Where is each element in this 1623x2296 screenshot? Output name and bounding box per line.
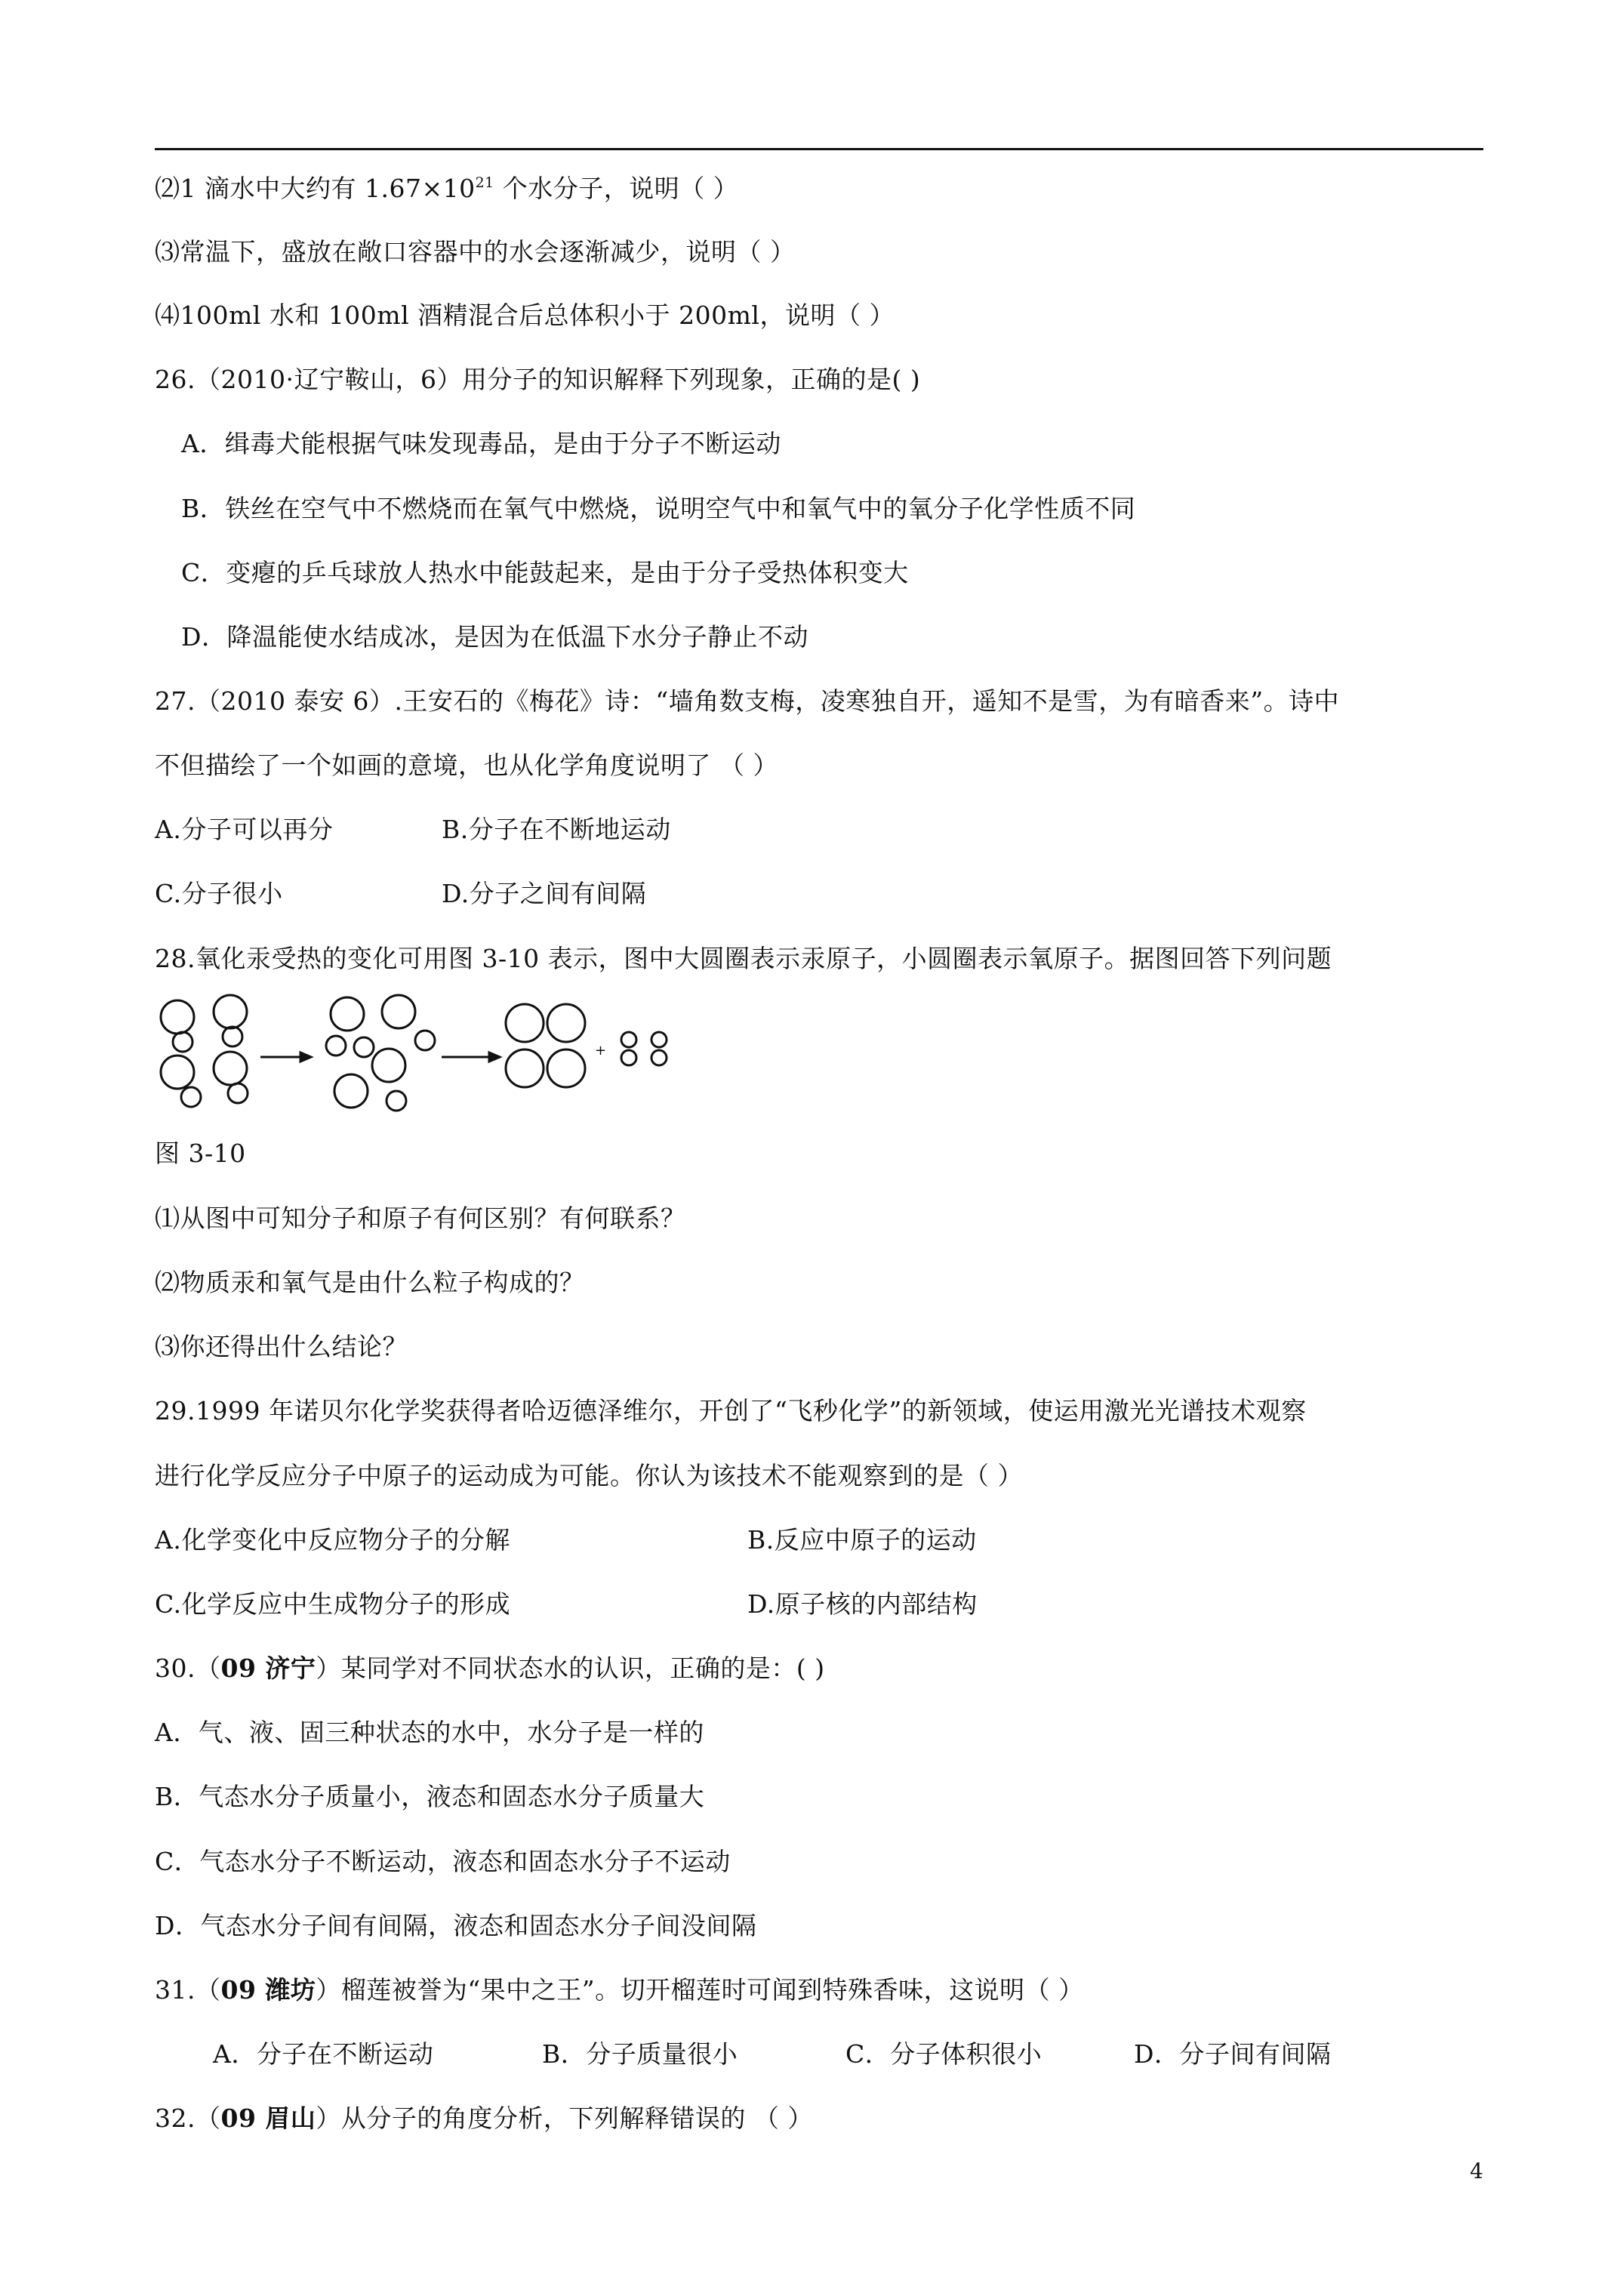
- q29-option-a: A.化学变化中反应物分子的分解: [155, 1525, 510, 1555]
- hg-atom: [547, 1004, 585, 1042]
- q29-stem-line1: 29.1999 年诺贝尔化学奖获得者哈迈德泽维尔，开创了“飞秒化学”的新领域，使运用激光光谱技术观察: [155, 1396, 1307, 1425]
- q30-option-b: B．气态水分子质量小，液态和固态水分子质量大: [155, 1782, 705, 1811]
- hg-atom: [331, 997, 364, 1031]
- q25-sub2: ⑵1 滴水中大约有 $1.67\times 10^{21}$ 个水分子，说明（ ）: [155, 174, 739, 203]
- o-atom: [415, 1031, 435, 1050]
- header-rule: [155, 148, 1483, 150]
- q32-source: 09 眉山: [220, 2103, 316, 2133]
- q31-option-c: C．分子体积很小: [845, 2039, 1042, 2069]
- hgo-molecule-3: [161, 1056, 201, 1107]
- hg-atom: [506, 1049, 544, 1087]
- q31-option-d: D．分子间有间隔: [1134, 2039, 1332, 2069]
- q29-option-b: B.反应中原子的运动: [747, 1525, 977, 1555]
- q27-option-d: D.分子之间有间隔: [442, 879, 647, 908]
- q30-source: 09 济宁: [220, 1653, 316, 1683]
- o2-molecule: [651, 1032, 667, 1065]
- hg-atom: [372, 1049, 405, 1082]
- hg-atom: [506, 1004, 544, 1042]
- q26-option-d: D．降温能使水结成冰，是因为在低温下水分子静止不动: [181, 622, 808, 652]
- figure-plus-sign: +: [595, 1043, 607, 1059]
- q26-option-b: B．铁丝在空气中不燃烧而在氧气中燃烧，说明空气中和氧气中的氧分子化学性质不同: [181, 494, 1136, 523]
- q25-sub4: ⑷100ml 水和 100ml 酒精混合后总体积小于 200ml，说明（ ）: [155, 300, 895, 330]
- o-atom: [326, 1036, 346, 1056]
- q28-figure-caption: 图 3-10: [155, 1139, 246, 1168]
- q30-option-d: D．气态水分子间有间隔，液态和固态水分子间没间隔: [155, 1911, 757, 1940]
- hgo-molecule-4: [214, 1052, 248, 1103]
- q28-sub2: ⑵物质汞和氧气是由什么粒子构成的？: [155, 1268, 585, 1297]
- q27-stem-line1: 27.（2010 泰安 6）.王安石的《梅花》诗：“墙角数支梅，凌寒独自开，遥知不是雪，为有暗香来”。诗中: [155, 686, 1340, 716]
- q29-option-c: C.化学反应中生成物分子的形成: [155, 1589, 511, 1619]
- q27-stem-line2: 不但描绘了一个如画的意境，也从化学角度说明了 （ ）: [155, 750, 778, 780]
- hgo-molecule-1: [161, 1000, 194, 1052]
- q26-stem: 26.（2010·辽宁鞍山，6）用分子的知识解释下列现象，正确的是( ): [155, 365, 921, 394]
- o-atom: [354, 1037, 374, 1057]
- q28-sub1: ⑴从图中可知分子和原子有何区别？有何联系？: [155, 1203, 686, 1233]
- q31-source: 09 潍坊: [220, 1975, 316, 2005]
- hg-atom: [382, 995, 415, 1028]
- q28-stem: 28.氧化汞受热的变化可用图 3-10 表示，图中大圆圈表示汞原子，小圆圈表示氧原子。据图回答下列问题: [155, 944, 1332, 973]
- q31-option-a: A．分子在不断运动: [213, 2039, 434, 2069]
- q28-sub3: ⑶你还得出什么结论？: [155, 1332, 408, 1361]
- q32-stem: 32.（09 眉山）从分子的角度分析，下列解释错误的 （ ）: [155, 2103, 813, 2133]
- mercury-oxide-decomposition-figure: [155, 985, 683, 1114]
- o-atom: [387, 1091, 406, 1111]
- q27-option-c: C.分子很小: [155, 879, 283, 908]
- hg-atom: [334, 1074, 368, 1108]
- hg-atom: [547, 1049, 585, 1087]
- q29-option-d: D.原子核的内部结构: [747, 1589, 978, 1619]
- q30-option-c: C．气态水分子不断运动，液态和固态水分子不运动: [155, 1847, 731, 1876]
- q26-option-a: A．缉毒犬能根据气味发现毒品，是由于分子不断运动: [181, 429, 781, 458]
- q29-stem-line2: 进行化学反应分子中原子的运动成为可能。你认为该技术不能观察到的是（ ）: [155, 1461, 1023, 1490]
- q25-sub3: ⑶常温下，盛放在敞口容器中的水会逐渐减少，说明（ ）: [155, 237, 796, 267]
- q26-option-c: C．变瘪的乒乓球放人热水中能鼓起来，是由于分子受热体积变大: [181, 558, 909, 587]
- hgo-molecule-2: [214, 995, 247, 1046]
- q31-option-b: B．分子质量很小: [542, 2039, 738, 2069]
- q30-stem: 30.（09 济宁）某同学对不同状态水的认识，正确的是：( ): [155, 1653, 825, 1683]
- page-number: 4: [1470, 2159, 1483, 2184]
- q31-stem: 31.（09 潍坊）榴莲被誉为“果中之王”。切开榴莲时可闻到特殊香味，这说明（ ）: [155, 1975, 1084, 2005]
- q30-option-a: A．气、液、固三种状态的水中，水分子是一样的: [155, 1718, 704, 1747]
- q27-option-b: B.分子在不断地运动: [442, 815, 671, 844]
- q27-option-a: A.分子可以再分: [155, 815, 334, 844]
- o2-molecule: [621, 1032, 636, 1065]
